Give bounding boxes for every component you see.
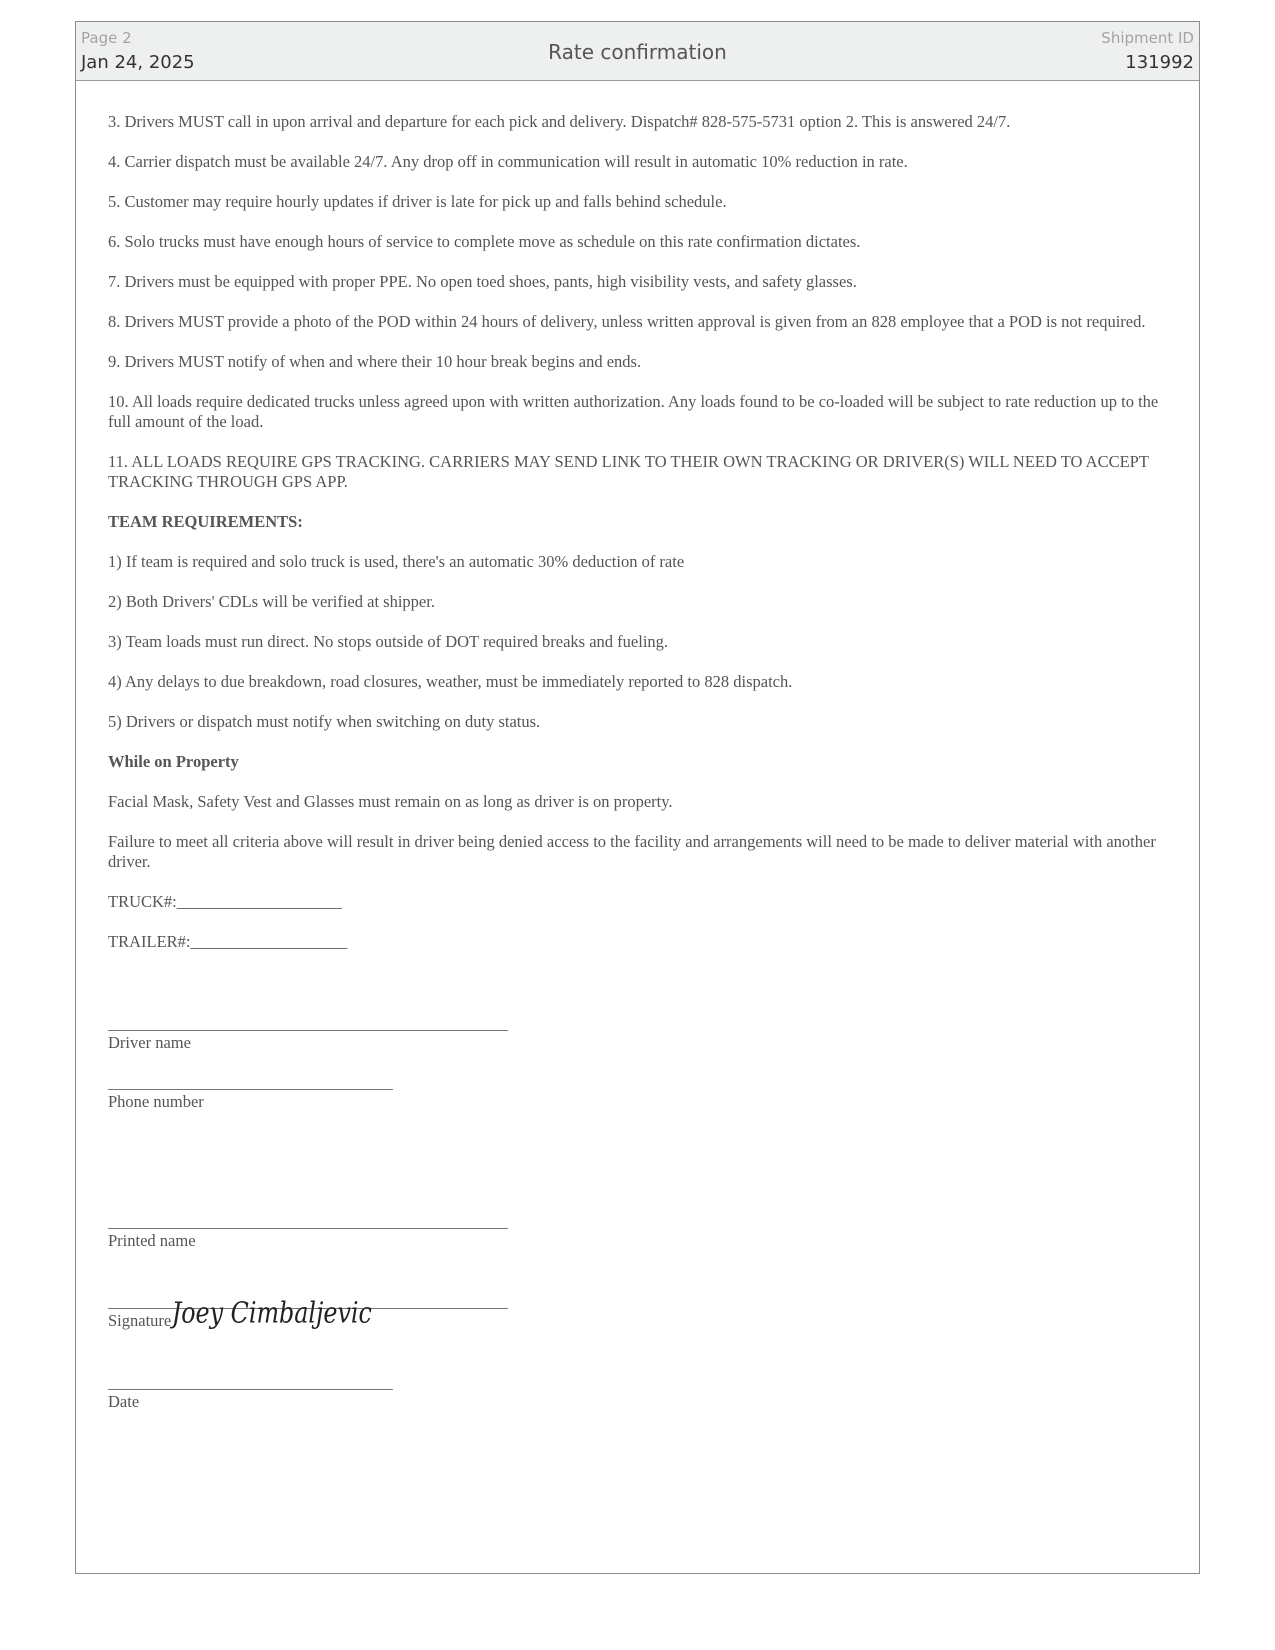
rule-item: 6. Solo trucks must have enough hours of service to complete move as schedule on this rate confirmation dictates. [108,232,861,251]
trailer-number-field[interactable]: TRAILER#:___________________ [108,932,348,951]
document-date: Jan 24, 2025 [81,52,195,73]
printed-name-line[interactable] [108,1228,508,1229]
handwritten-signature [170,1293,400,1343]
shipment-id: 131992 [1125,52,1194,73]
rule-item: 4. Carrier dispatch must be available 24/7. Any drop off in communication will result in automatic 10% reduction in rate. [108,152,908,171]
team-item: 1) If team is required and solo truck is used, there's an automatic 30% deduction of rate [108,552,685,571]
shipment-id-label: Shipment ID [1101,29,1194,47]
rule-item: 10. All loads require dedicated trucks unless agreed upon with written authorization. Any loads found to be co-loaded will be subject to rate reduction up to the full amount of the load. [108,392,1159,431]
printed-name-label: Printed name [108,1231,196,1250]
team-item: 4) Any delays to due breakdown, road closures, weather, must be immediately reported to 828 dispatch. [108,672,793,691]
page-header [76,22,1199,81]
team-item: 5) Drivers or dispatch must notify when switching on duty status. [108,712,541,731]
rule-item: 11. ALL LOADS REQUIRE GPS TRACKING. CARRIERS MAY SEND LINK TO THEIR OWN TRACKING OR DRIVER(S) WILL NEED TO ACCEPT TRACKING THROUGH GPS APP. [108,452,1149,491]
date-line[interactable] [108,1389,393,1390]
phone-number-line[interactable] [108,1089,393,1090]
phone-number-block [108,1089,393,1112]
date-block [108,1389,393,1412]
driver-name-label: Driver name [108,1033,191,1052]
rule-item: 5. Customer may require hourly updates if driver is late for pick up and falls behind schedule. [108,192,727,211]
rule-item: 7. Drivers must be equipped with proper PPE. No open toed shoes, pants, high visibility vests, and safety glasses. [108,272,857,291]
signature-text: Joey Cimbaljevic [171,1296,372,1331]
date-label: Date [108,1392,140,1411]
page-label: Page 2 [81,29,132,47]
property-text: Failure to meet all criteria above will result in driver being denied access to the facility and arrangements will need to be made to deliver material with another driver. [108,832,1156,871]
team-item: 2) Both Drivers' CDLs will be verified at shipper. [108,592,435,611]
team-item: 3) Team loads must run direct. No stops outside of DOT required breaks and fueling. [108,632,669,651]
truck-number-field[interactable]: TRUCK#:____________________ [108,892,342,911]
driver-name-line[interactable] [108,1030,508,1031]
rule-item: 9. Drivers MUST notify of when and where their 10 hour break begins and ends. [108,352,642,371]
document-title: Rate confirmation [548,40,727,64]
property-heading: While on Property [108,752,239,771]
signature-label: Signature [108,1311,172,1330]
printed-name-block [108,1228,508,1251]
rule-item: 3. Drivers MUST call in upon arrival and departure for each pick and delivery. Dispatch# 828-575-5731 option 2. This is answered 24/7. [108,112,1011,131]
driver-name-block [108,1030,508,1053]
rule-item: 8. Drivers MUST provide a photo of the POD within 24 hours of delivery, unless written approval is given from an 828 employee that a POD is not required. [108,312,1146,331]
team-requirements-heading: TEAM REQUIREMENTS: [108,512,303,531]
terms-content [108,112,1170,972]
phone-number-label: Phone number [108,1092,204,1111]
property-text: Facial Mask, Safety Vest and Glasses must remain on as long as driver is on property. [108,792,673,811]
